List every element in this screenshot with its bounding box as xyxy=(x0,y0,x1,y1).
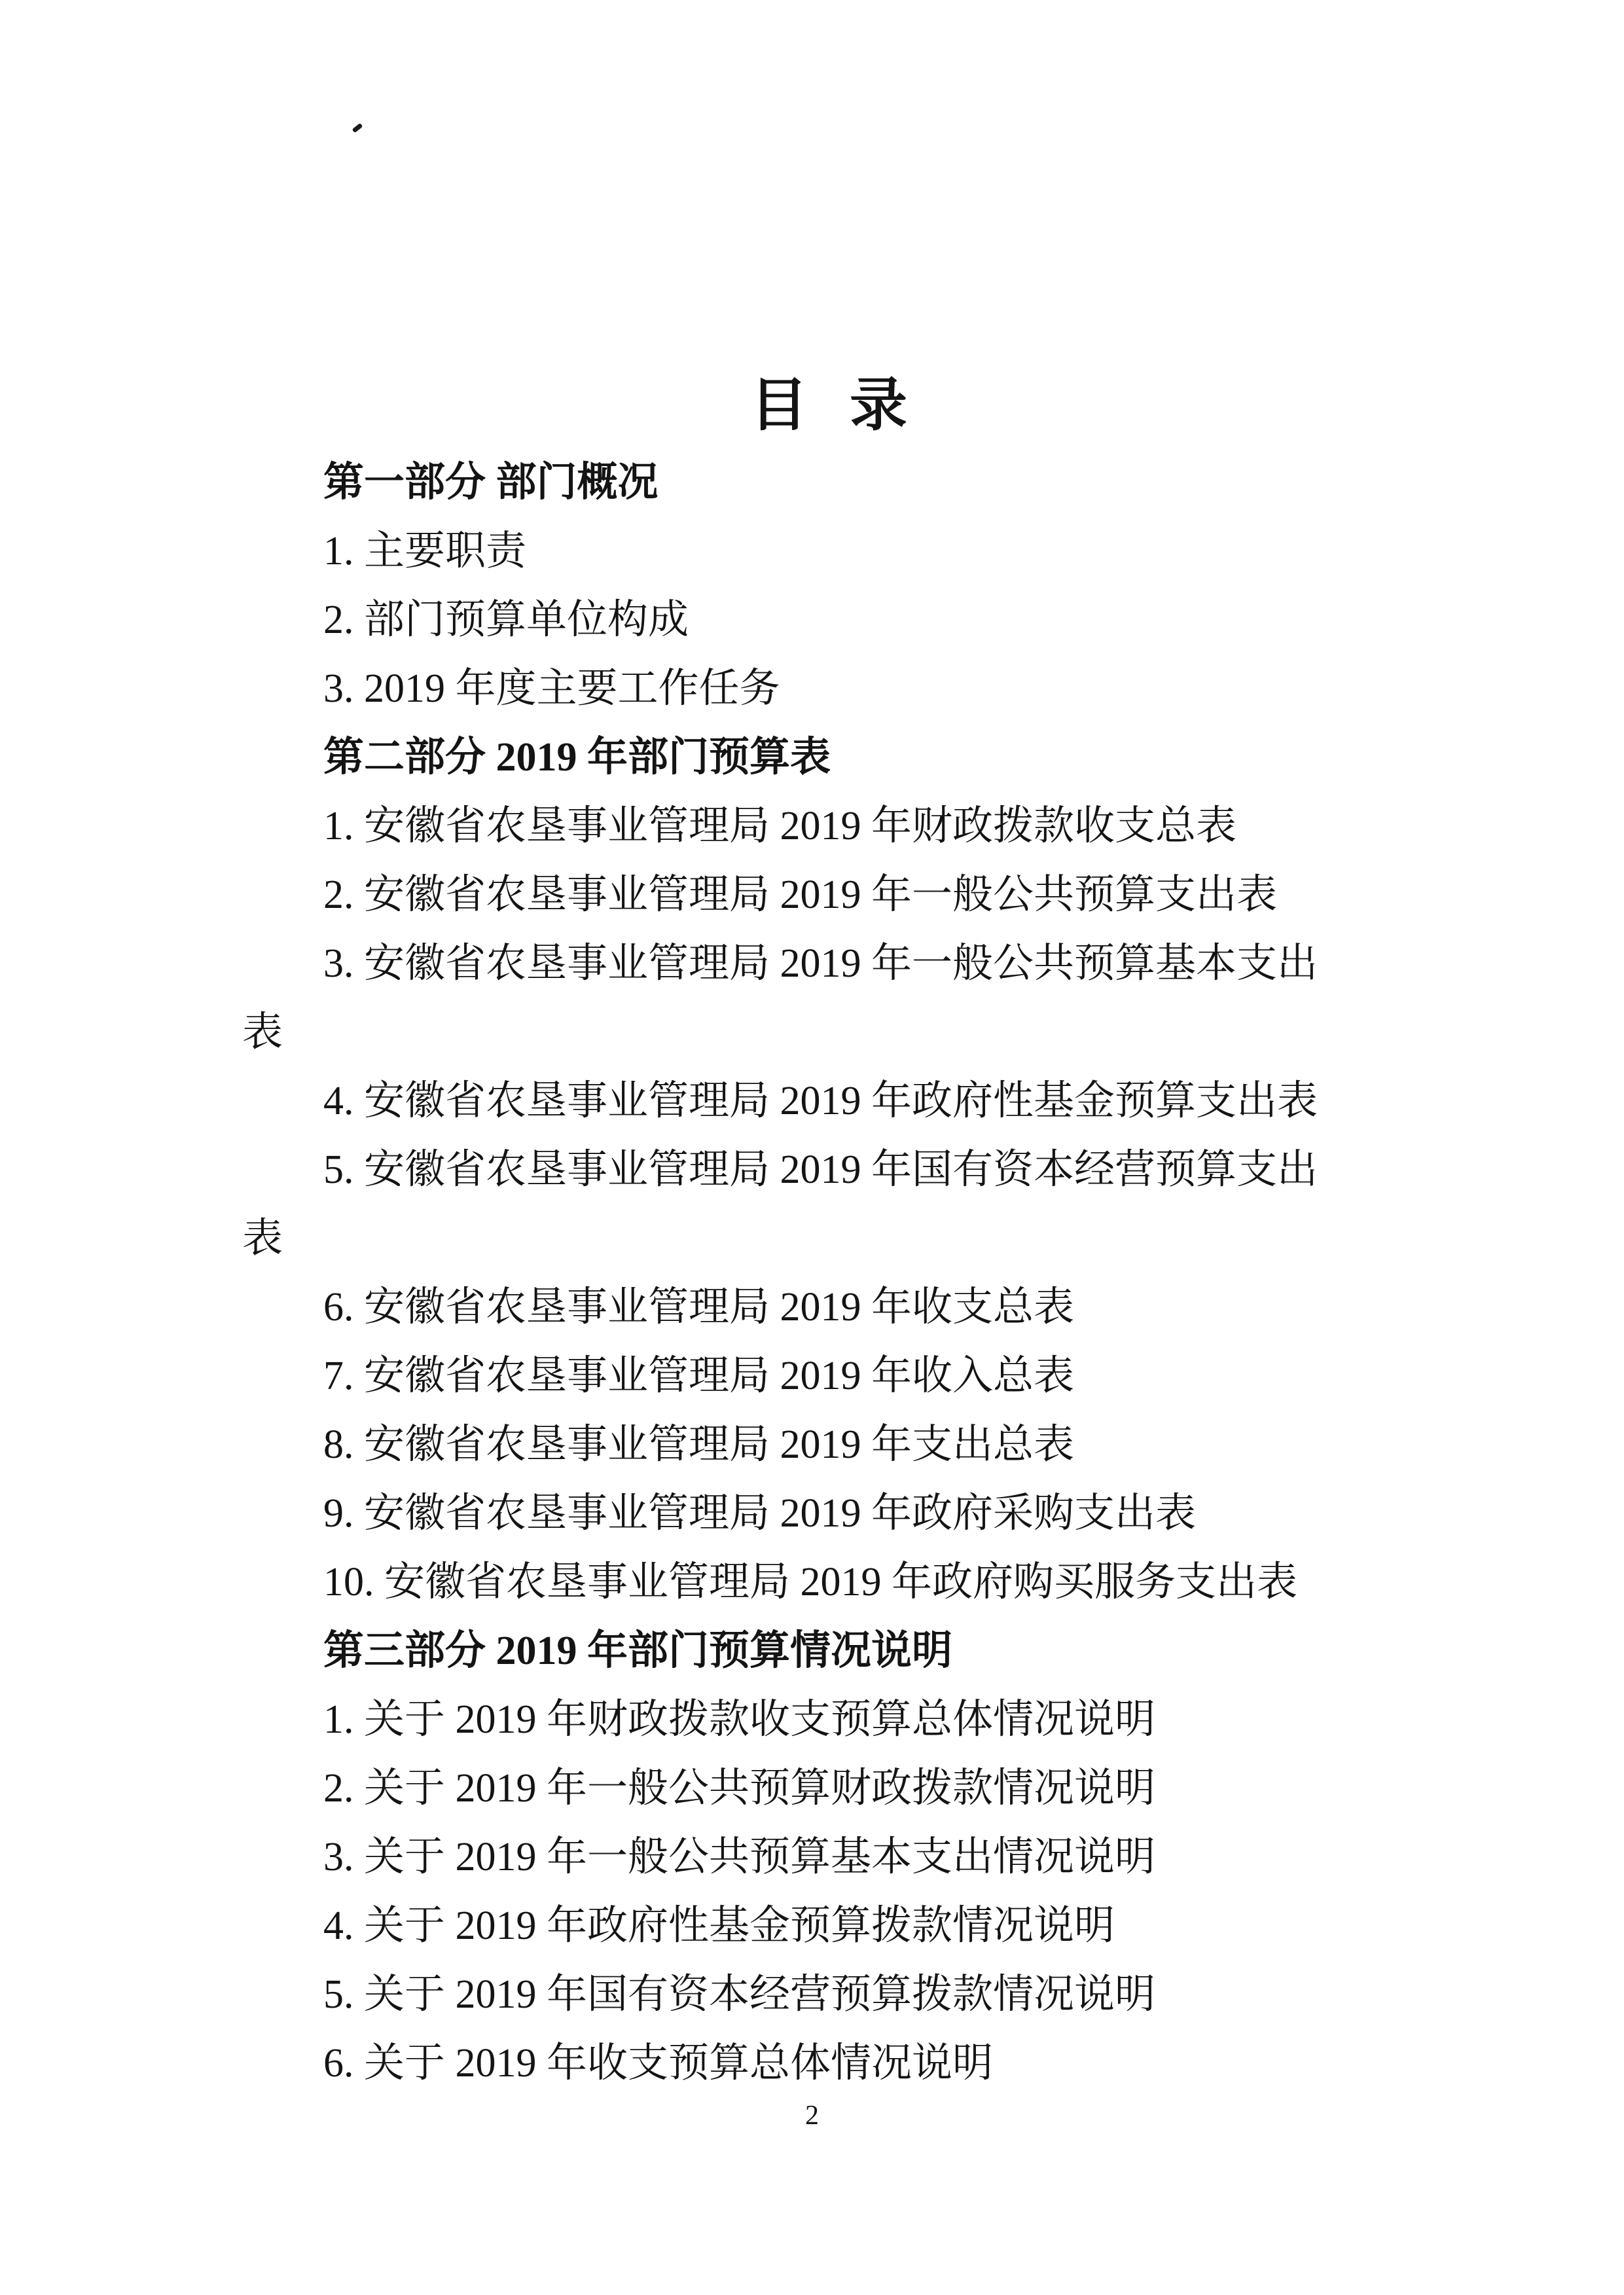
toc-entry-p2-4: 4. 安徽省农垦事业管理局 2019 年政府性基金预算支出表 xyxy=(323,1079,1318,1123)
toc-entry-p1-1: 1. 主要职责 xyxy=(323,529,527,573)
toc-entry-p1-3: 3. 2019 年度主要工作任务 xyxy=(323,666,780,711)
toc-content xyxy=(242,365,1385,2098)
section-2-heading: 第二部分 2019 年部门预算表 xyxy=(323,735,831,780)
page-number: 2 xyxy=(805,2101,819,2131)
toc-entry-p2-5-continuation: 表 xyxy=(242,1216,283,1261)
toc-entry-p2-6: 6. 安徽省农垦事业管理局 2019 年收支总表 xyxy=(323,1285,1075,1329)
scan-artifact-speck xyxy=(352,123,363,133)
toc-entry-p2-7: 7. 安徽省农垦事业管理局 2019 年收入总表 xyxy=(323,1354,1075,1398)
toc-entry-p3-6: 6. 关于 2019 年收支预算总体情况说明 xyxy=(323,2041,994,2086)
toc-entry-p3-1: 1. 关于 2019 年财政拨款收支预算总体情况说明 xyxy=(323,1697,1156,1742)
section-1-heading: 第一部分 部门概况 xyxy=(323,460,659,505)
toc-entry-p2-5: 5. 安徽省农垦事业管理局 2019 年国有资本经营预算支出 xyxy=(323,1148,1318,1192)
toc-entry-p3-5: 5. 关于 2019 年国有资本经营预算拨款情况说明 xyxy=(323,1972,1156,2017)
toc-entry-p2-1: 1. 安徽省农垦事业管理局 2019 年财政拨款收支总表 xyxy=(323,804,1237,848)
toc-title: 目 录 xyxy=(749,374,910,438)
toc-entry-p2-10: 10. 安徽省农垦事业管理局 2019 年政府购买服务支出表 xyxy=(323,1560,1298,1604)
toc-entry-p2-2: 2. 安徽省农垦事业管理局 2019 年一般公共预算支出表 xyxy=(323,873,1278,917)
toc-entry-p2-3-continuation: 表 xyxy=(242,1010,283,1055)
toc-entry-p2-3: 3. 安徽省农垦事业管理局 2019 年一般公共预算基本支出 xyxy=(323,941,1318,986)
toc-entry-p2-9: 9. 安徽省农垦事业管理局 2019 年政府采购支出表 xyxy=(323,1491,1197,1536)
section-3-heading: 第三部分 2019 年部门预算情况说明 xyxy=(323,1629,953,1673)
toc-entry-p2-8: 8. 安徽省农垦事业管理局 2019 年支出总表 xyxy=(323,1422,1075,1467)
toc-entry-p1-2: 2. 部门预算单位构成 xyxy=(323,598,689,642)
toc-entry-p3-3: 3. 关于 2019 年一般公共预算基本支出情况说明 xyxy=(323,1835,1156,1879)
toc-entry-p3-4: 4. 关于 2019 年政府性基金预算拨款情况说明 xyxy=(323,1904,1115,1948)
toc-entry-p3-2: 2. 关于 2019 年一般公共预算财政拨款情况说明 xyxy=(323,1766,1156,1811)
